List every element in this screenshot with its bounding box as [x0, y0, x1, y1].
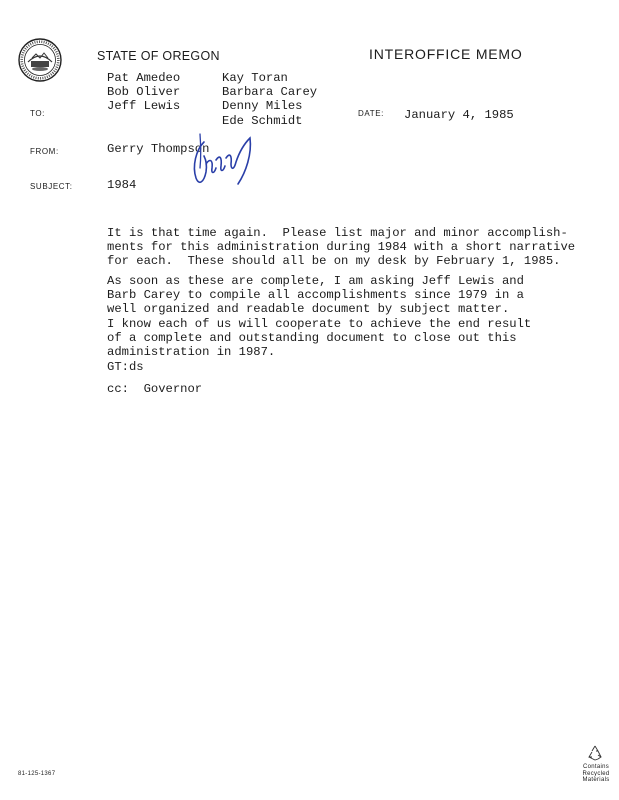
- recipient: Jeff Lewis: [107, 99, 181, 114]
- carbon-copy: cc: Governor: [107, 382, 203, 396]
- recipient: Barbara Carey: [222, 85, 318, 100]
- recycle-label: [581, 764, 611, 784]
- recycle-label-line: Recycled: [582, 770, 610, 777]
- date-label: DATE:: [358, 109, 384, 118]
- state-name: STATE OF OREGON: [97, 49, 220, 63]
- form-number: 81-125-1367: [18, 771, 56, 777]
- to-label: TO:: [30, 109, 45, 118]
- body-line: for each. These should all be on my desk by February 1, 1985.: [107, 254, 561, 269]
- from-label: FROM:: [30, 147, 59, 156]
- recipient: Denny Miles: [222, 99, 303, 114]
- recipients-column-2: [222, 71, 317, 128]
- recipients-column-1: [107, 71, 180, 114]
- body-line: of a complete and outstanding document to close out this: [107, 330, 517, 345]
- from-value: Gerry Thompson: [107, 142, 210, 156]
- recycle-label-line: Materials: [582, 777, 610, 783]
- body-line: I know each of us will cooperate to achieve the end result: [107, 316, 532, 331]
- handwritten-signature: [188, 128, 260, 190]
- subject-label: SUBJECT:: [30, 182, 73, 191]
- recycle-label-line: Contains: [582, 764, 610, 770]
- recipient: Pat Amedeo: [107, 71, 181, 85]
- body-line: ments for this administration during 1984 with a short narrative: [107, 240, 576, 255]
- typist-initials: GT:ds: [107, 360, 144, 374]
- subject-value: 1984: [107, 178, 137, 192]
- body-line: It is that time again. Please list major and minor accomplish-: [107, 226, 568, 240]
- body-paragraph-2: [107, 274, 577, 359]
- recipient: Bob Oliver: [107, 85, 181, 100]
- body-line: well organized and readable document by subject matter.: [107, 302, 510, 317]
- memo-type-title: INTEROFFICE MEMO: [369, 46, 523, 62]
- state-seal-logo: [18, 38, 62, 82]
- recycle-icon: [586, 744, 604, 762]
- date-value: January 4, 1985: [404, 108, 514, 122]
- body-line: Barb Carey to compile all accomplishments since 1979 in a: [107, 288, 524, 303]
- body-line: As soon as these are complete, I am asking Jeff Lewis and: [107, 274, 524, 288]
- recipient: Kay Toran: [222, 71, 288, 85]
- recipient: Ede Schmidt: [222, 113, 303, 128]
- body-paragraph-1: [107, 226, 577, 269]
- body-line: administration in 1987.: [107, 345, 276, 360]
